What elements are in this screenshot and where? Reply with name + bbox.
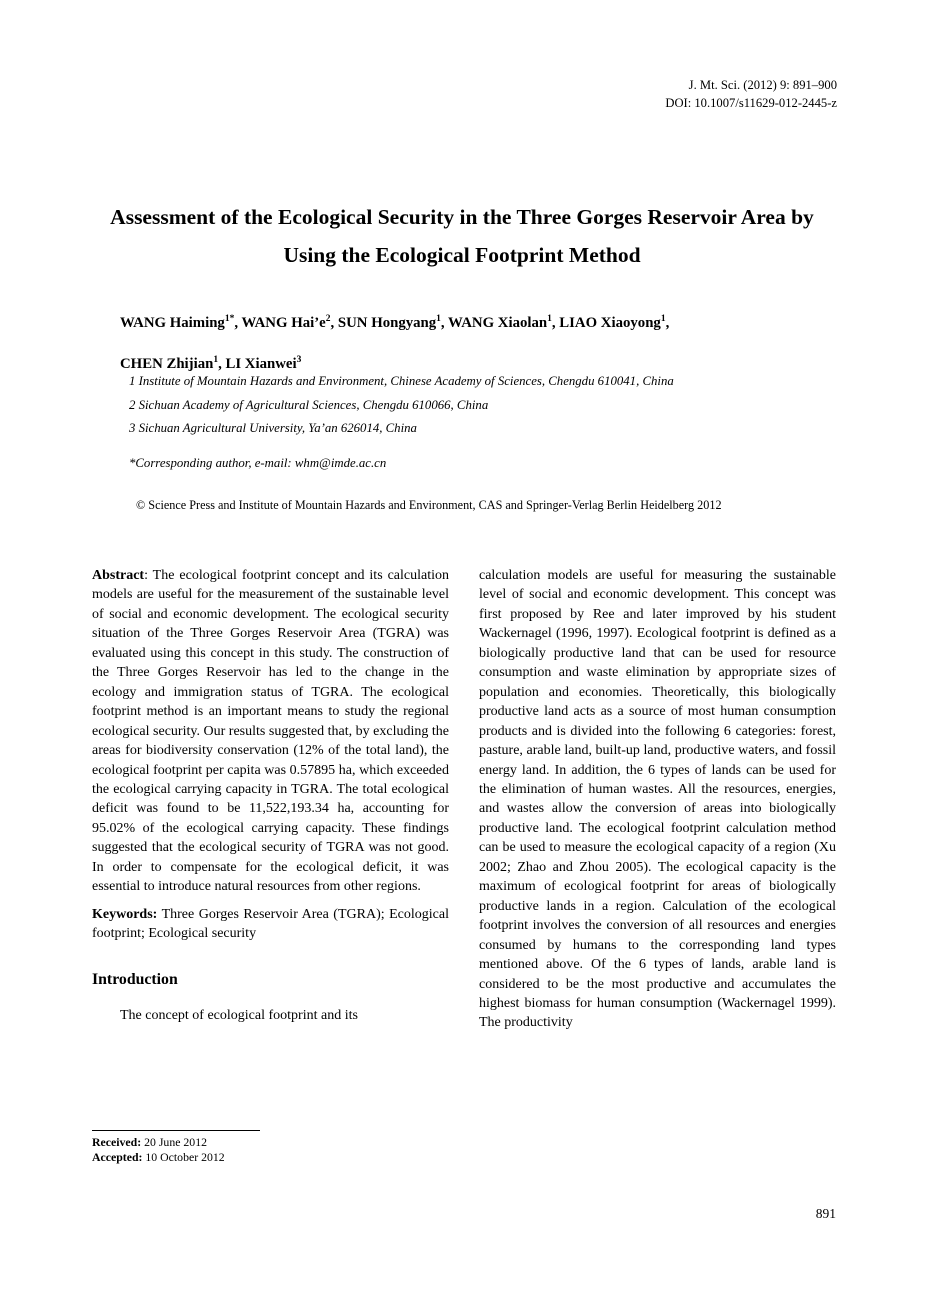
introduction-continued-paragraph: calculation models are useful for measuring the sustainable level of social and economic development. This concept was first proposed by Ree and later improved by his student Wackernagel (1996, 1997). Ecological footprint is defined as a biologically productive land that can be used for resource consumption and waste elimination by appropriate sizes of population and economies. Theoretically, this biologically productive land acts as a source of most human consumption products and is divided into the following 6 categories: forest, pasture, arable land, built-up land, productive waters, and fossil energy land. In addition, the 6 types of lands can be used for the elimination of human wastes. All the resources, energies, and wastes allow the conversion of areas into biologically productive land. The ecological footprint calculation method can be used to measure the ecological capacity of a region (Xu 2002; Zhao and Zhou 2005). The ecological capacity is the maximum of ecological footprint for areas of biologically productive lands in a region. Calculation of the ecological footprint involves the conversion of all resources and energies consumed by humans to the corresponding land types mentioned above. Of the 6 types of lands, arable land is considered to be the most productive and accumulates the highest biomass for human consumption (Wackernagel 1999). The productivity — [479, 568, 836, 1031]
received-line — [92, 1135, 449, 1150]
author-affiliation-ref: 1 — [213, 354, 219, 365]
corresponding-author-note: *Corresponding author, e-mail: whm@imde.ac.cn — [129, 456, 387, 470]
authors-line-2 — [120, 349, 669, 375]
author-name: WANG Hai’e — [241, 314, 326, 331]
keywords-label: Keywords: — [92, 906, 158, 922]
right-column — [479, 566, 836, 1033]
introduction-first-paragraph: The concept of ecological footprint and its — [120, 1008, 358, 1024]
author-affiliation-ref: 3 — [296, 354, 302, 365]
received-label: Received: — [92, 1135, 142, 1149]
author-separator: , — [665, 314, 670, 331]
keywords-text: Three Gorges Reservoir Area (TGRA); Ecological footprint; Ecological security — [92, 906, 449, 942]
affiliation-2: 2 Sichuan Academy of Agricultural Sciences, Chengdu 610066, China — [129, 397, 489, 412]
author-affiliation-ref: 2 — [325, 314, 331, 324]
accepted-label: Accepted: — [92, 1150, 143, 1164]
author-affiliation-ref: 1* — [224, 314, 235, 324]
paper-title: Assessment of the Ecological Security in the Three Gorges Reservoir Area by Using the Ecological Footprint Method — [110, 205, 814, 267]
author-name: LIAO Xiaoyong — [559, 314, 661, 331]
accepted-line — [92, 1150, 449, 1165]
author-affiliation-ref: 1 — [547, 314, 552, 324]
author-affiliation-ref: 1 — [436, 314, 441, 324]
affiliation-list — [129, 374, 674, 445]
author-name: SUN Hongyang — [337, 314, 437, 331]
received-accepted-footnote — [92, 1130, 449, 1165]
author-name: LI Xianwei — [225, 355, 297, 372]
author — [559, 315, 669, 331]
received-value: 20 June 2012 — [141, 1135, 208, 1149]
abstract-text: : The ecological footprint concept and its calculation models are useful for the measurement of the sustainable level of social and economic development. The ecological security situation of the Three Gorges Reservoir Area (TGRA) was evaluated using this concept in this study. The construction of the Three Gorges Reservoir has led to the change in the ecology and immigration status of TGRA. The ecological footprint method is an important means to study the regional ecological security. Our results suggested that, by excluding the areas for biodiversity conservation (12% of the total land), the ecological footprint per capita was 0.57895 ha, which exceeded the ecological carrying capacity in TGRA. The total ecological deficit was found to be 11,522,193.34 ha, accounting for 95.02% of the ecological carrying capacity. These findings suggested that the ecological security of TGRA was not good. In order to compensate for the ecological deficit, it was essential to introduce natural resources from other regions. — [92, 568, 449, 895]
author — [225, 356, 301, 372]
author — [120, 315, 241, 331]
author-name: WANG Xiaolan — [448, 314, 548, 331]
author — [448, 315, 559, 331]
affiliation-1: 1 Institute of Mountain Hazards and Environment, Chinese Academy of Sciences, Chengdu 610041, China — [129, 374, 674, 388]
author-affiliation-ref: 1 — [660, 314, 666, 324]
affiliation-3: 3 Sichuan Agricultural University, Ya’an 626014, China — [129, 421, 417, 435]
author-separator: , — [330, 314, 338, 331]
author-name: WANG Haiming — [120, 314, 225, 331]
author-separator: , — [440, 314, 449, 331]
author-separator: , — [218, 355, 226, 372]
keywords-paragraph — [92, 905, 449, 944]
page-number: 891 — [815, 1206, 836, 1221]
author — [241, 315, 337, 331]
author-separator: , — [234, 314, 242, 331]
authors-line-1 — [120, 308, 669, 334]
journal-doi: DOI: 10.1007/s11629-012-2445-z — [665, 95, 837, 110]
author — [120, 356, 225, 372]
abstract-paragraph — [92, 566, 449, 897]
footnote-rule — [92, 1130, 260, 1131]
journal-citation: J. Mt. Sci. (2012) 9: 891–900 — [688, 78, 837, 92]
body-columns — [92, 566, 836, 1033]
section-heading-introduction: Introduction — [92, 970, 178, 988]
accepted-value: 10 October 2012 — [142, 1150, 225, 1164]
author — [338, 315, 448, 331]
author-separator: , — [551, 314, 560, 331]
copyright-line: © Science Press and Institute of Mountain Hazards and Environment, CAS and Springer-Verlag Berlin Heidelberg 2012 — [136, 498, 722, 512]
journal-header — [665, 77, 837, 112]
left-column — [92, 566, 449, 1033]
abstract-label: Abstract — [92, 568, 145, 583]
author-name: CHEN Zhijian — [120, 355, 214, 372]
